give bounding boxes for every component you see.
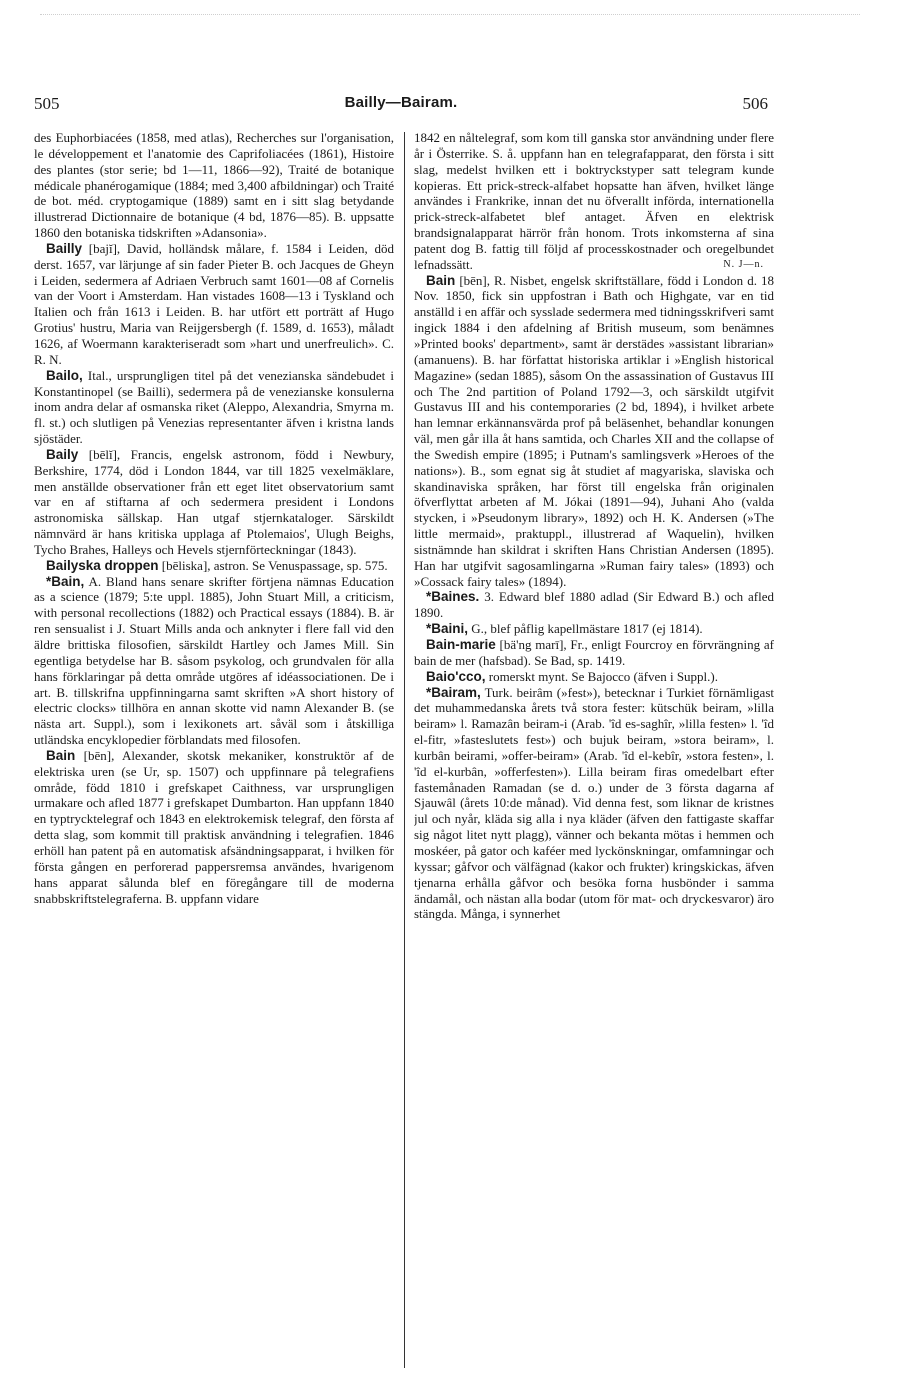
- entry-continuation: [34, 130, 394, 241]
- entry-bain-a: [34, 574, 394, 748]
- headword: *Baines.: [426, 589, 480, 605]
- page-header: [34, 94, 768, 116]
- headword: *Bain,: [46, 573, 85, 589]
- entry-text: des Euphorbiacées (1858, med atlas), Recherches sur l'organisation, le développement et l'anatomie des Caprifoliacées (1861), Histoire des plantes (stor serie; bd 1—11, 1866—92), Traité de botanique médicale phanérogamique (1884; med 3,400 afbildningar) och Traité de bot. méd. cryptogamique (1889) samt en i sitt slag betydande illustrerad Dictionnaire de botanique (4 bd, 1876—85). B. uppsatte 1860 den botaniska tidskriften »Adansonia».: [34, 130, 394, 241]
- entry-text: [bajĭ], David, holländsk målare, f. 1584 i Leiden, död derst. 1657, var lärjunge af sin fader Pieter B. och Jacques de Gheyn i Leiden, sedermera af Adriaen Verbruch samt 1601—08 af Cornelis van der Voort i Amsterdam. Han vistades 1608—13 i Tyskland och Italien och från 1613 i Leiden. B. har utfört ett porträtt af Hugo Grotius' hustru, Maria van Reijgersbergh (f. 1589, d. 1653), måladt 1626, af Woermann karakteriseradt som »hart und unerfreulich». C. R. N.: [34, 240, 394, 367]
- entry-text: Ital., ursprungligen titel på det venezianska sändebudet i Konstantinopel (se Bailli), sedermera på de venezianske konsulerna inom andra delar af osmanska riket (Aleppo, Alexandria, Smyrna m. fl. st.) och slutligen på Venezias representanter äfven i kristna lands sjöstäder.: [34, 367, 394, 447]
- left-column: [34, 130, 394, 1375]
- headword: *Bairam,: [426, 684, 481, 700]
- entry-text: [bēn], Alexander, skotsk mekaniker, konstruktör af de elektriska uren (se Ur, sp. 1507) och uppfinnare på telegrafiens område, född 1810 i grefskapet Caithness, var ursprungligen urmakare och afled 1877 i grefskapet Dumbarton. Han uppfann 1840 en typtrycktelegraf och 1843 en elektrokemisk telegraf, den första af detta slag, som kommit till praktisk användning i telegrafien. 1846 erhöll han patent på en automatisk afsändningsapparat, i hvilken för första gången en perforerad pappersremsa användes, hvarigenom hans apparat sålunda blef en föregångare till de moderna snabbskriftstelegraferna. B. uppfann vidare: [34, 747, 394, 906]
- page-number-right: 506: [742, 94, 768, 113]
- entry-bailyska-droppen: [34, 558, 394, 574]
- entry-text: [bēn], R. Nisbet, engelsk skriftställare, född i London d. 18 Nov. 1850, fick sin uppfostran i Bath och Highgate, var en tid anställd i en affär och sysslade sedermera med tidningsskrifveri samt ingick 1884 i den afdelning af British museum, som benämnes »Printed books' department», samt är derstädes »assistant librarian» (amanuens). B. har författat historiska artiklar i »English historical Magazine» (sedan 1885), såsom On the assassination of Gustavus III och The 2nd partition of Poland 1792—3, och särskildt utgifvit Gustavus III and his contemporaries (2 bd, 1894), i hvilket arbete han lemnar erkännansvärda prof på beläsenhet, behandlar konungen väl, men går illa åt hans samtida, och Charles XII and the collapse of the Swedish empire (1895; i Putnam's samlingsverk »Heroes of the nations»). B., som egnat sig åt studiet af magyariska, slaviska och skandinaviska språken, har först till engelska från originalen öfverflyttat arbeten af M. Jókai (1891—94), Juhani Aho (valda stycken, i »Pseudonym library», 1892) och H. K. Andersen (»The little mermaid», praktuppl., illustrerad af Waquelin), hvilken sistnämnde han skildrat i skriften Hans Christian Andersen (1895). Han har utgifvit sagosamlingarna »Ruman fairy tales» (1893) och »Cossack fairy tales» (1894).: [414, 272, 774, 589]
- entry-bain-alexander: [34, 748, 394, 906]
- entry-text: G., blef påflig kapellmästare 1817 (ej 1814).: [471, 621, 703, 637]
- headword: Baio'cco,: [426, 668, 486, 684]
- headword: Bain: [426, 272, 456, 288]
- entry-bailo: [34, 368, 394, 447]
- entry-baily-francis: [34, 447, 394, 558]
- entry-text: Turk. beirâm (»fest»), betecknar i Turkiet förnämligast det muhammedanska årets två stora fester: kütschük beiram, »lilla beiram» l. Ramazân beiram-i (Arab. 'îd es-saghîr, »lilla festen» l. 'îd el-fitr, »fasteslutets fest») och bujuk beiram, »stora beiram», l. kurbân beirami, »offer-beiram» (Arab. 'îd el-kebîr, »stora festen», l. 'îd el-kurbân, »offerfesten»). Lilla beiram firas omedelbart efter fastemånaden Ramadan (se d. o.) under de 3 första dagarna af Sjauwâl (årets 10:de månad). Vid denna fest, som liknar de kristnes jul och nyår, kläda sig alla i nya kläder (äfven den fattigaste skaffar sig något litet nytt plagg), vänner och bekanta mötas i hemmen och moskéer, på gator och kaféer med lyckönskningar, omfamningar och kyssar; gåfvor och välfägnad (kakor och frukter) kringskickas, äfven tjenarna erhålla gåfvor och besöka forna husbönder i samma ändamål, och nästan alla bodar (utom för mat- och dryckesvaror) äro stängda. Många, i synnerhet: [414, 684, 774, 922]
- entry-bairam: [414, 685, 774, 923]
- headword: Bain: [46, 747, 76, 763]
- entry-text: [bä'ng marī], Fr., enligt Fourcroy en förvrängning af bain de mer (hafsbad). Se Bad, sp. 1419.: [414, 637, 774, 668]
- running-title: Bailly—Bairam.: [344, 94, 458, 111]
- headword: Baily: [46, 446, 79, 462]
- entry-text: 3. Edward blef 1880 adlad (Sir Edward B.) och afled 1890.: [414, 589, 774, 621]
- entry-text: 1842 en nåltelegraf, som kom till ganska stor användning under flere år i Österrike. S. å. uppfann han en telegrafapparat, den första i sitt slag, medelst hvilken ett i boktryckstyper satt telegram kunde kopieras. Ett prick-streck-alfabet hopsatte han äfven, hvilket länge användes i Frankrike, innan det nu öfverallt införda, internationella prick-streck-alfabetet blef antaget. Äfven en elektrisk brandsignalapparat härrör från honom. Trots inkomsterna af sina patent dog B. fattig till följd af processkostnader och oregelbundet lefnadssätt.: [414, 130, 774, 272]
- entry-baini: [414, 621, 774, 637]
- right-column: [414, 130, 774, 1375]
- author-signature: N. J—n.: [723, 258, 764, 270]
- headword: Bailly: [46, 240, 83, 256]
- headword: *Baini,: [426, 621, 469, 637]
- entry-baines: [414, 589, 774, 621]
- entry-text: [bēlĭ], Francis, engelsk astronom, född i Newbury, Berkshire, 1774, död i London 1844, var till 1825 vexelmäklare, men anställde observationer från ett eget litet observatorium samt var en af stiftarna af och sedermera president i Londons astronomiska sällskap. Han utgaf stjernkataloger. Särskildt nämnvärd är hans kritiska upplaga af Ptolemaios', Ulugh Beighs, Tycho Brahes, Halleys och Hevels stjernförteckningar (1843).: [34, 446, 394, 557]
- entry-baiocco: [414, 669, 774, 685]
- entry-text: romerskt mynt. Se Bajocco (äfven i Suppl.).: [488, 668, 718, 684]
- headword: Bailyska droppen: [46, 557, 159, 573]
- entry-continuation: [414, 130, 774, 273]
- headword: Bailo,: [46, 367, 83, 383]
- entry-text: A. Bland hans senare skrifter förtjena nämnas Education as a science (1879; 5:te uppl. 1885), John Stuart Mill, a criticism, with personal recollections (1882) och Practical essays (1884). B. är ren sensualist i J. Stuart Mills anda och anknyter i flere fall vid den äldre brittiska filosofien, särskildt Hartley och James Mill. Sin egentliga betydelse har B. såsom psykolog, och grundvalen för alla hans förklaringar på detta område utgöres af idéassociationen. De i art. B. tillskrifna uppfinningarna samt skriften »A short history of electric clocks» tillhöra en annan skotte vid namn Alexander B. (se nästa art. Suppl.), som i lexikonets art. såväl som i åtskilliga utländska encyklopedier förblandats med filosofen.: [34, 573, 394, 748]
- headword: Bain-marie: [426, 637, 496, 652]
- page-number-left: 505: [34, 94, 60, 113]
- entry-bain-nisbet: [414, 273, 774, 590]
- top-rule: [40, 14, 860, 15]
- entry-text: [bēliska], astron. Se Venuspassage, sp. 575.: [161, 557, 388, 573]
- column-divider: [404, 132, 405, 1368]
- entry-bailly-david: [34, 241, 394, 368]
- entry-bain-marie: [414, 637, 774, 669]
